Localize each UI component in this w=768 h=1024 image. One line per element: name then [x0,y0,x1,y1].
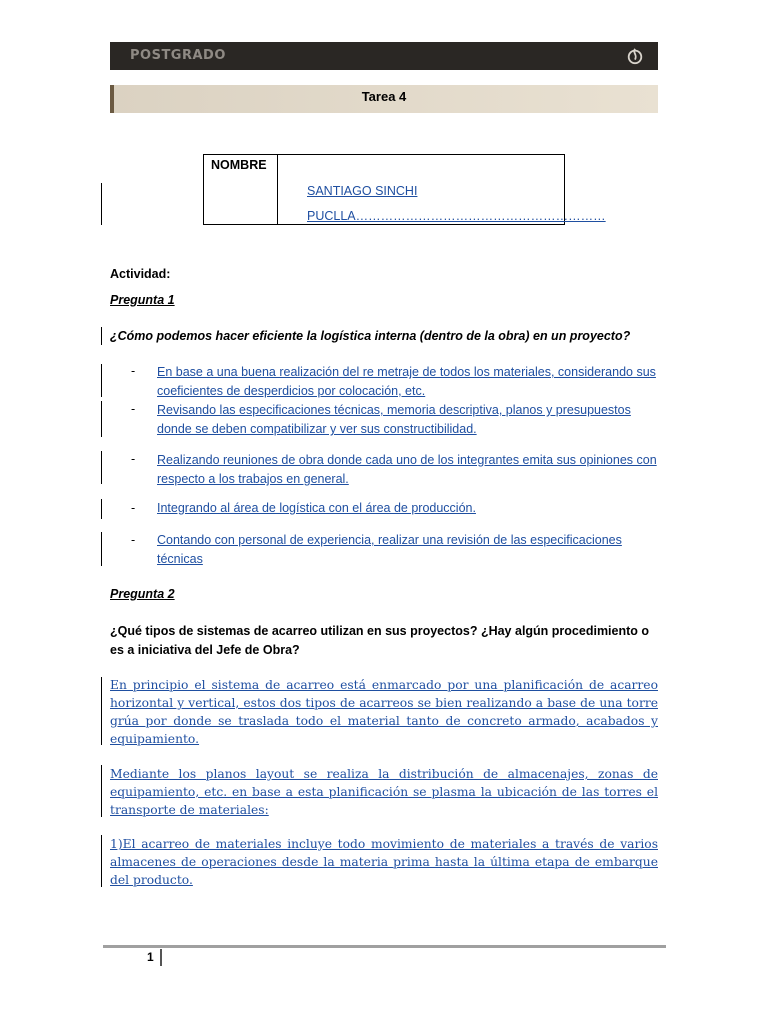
bullet: - [131,533,136,547]
question-2-text: ¿Qué tipos de sistemas de acarreo utilizan en sus proyectos? ¿Hay algún procedimiento o es a iniciativa del Jefe de Obra? [110,624,650,657]
bullet: - [131,364,136,378]
page-number: 1 [147,950,154,964]
revision-bar [101,835,102,887]
question-1-label: Pregunta 1 [110,293,175,307]
revision-bar [101,451,102,484]
revision-bar [101,183,102,225]
revision-bar [101,532,102,566]
answer-item: En base a una buena realización del re metraje de todos los materiales, considerando sus coeficientes de desperdicios por colocación, etc. [157,365,656,398]
bullet: - [131,452,136,466]
revision-bar [101,677,102,745]
banner-title: POSTGRADO [130,48,226,63]
answer-item: Integrando al área de logística con el área de producción. [157,501,476,515]
revision-bar [101,327,102,345]
name-value-line1: SANTIAGO SINCHI [307,184,418,198]
name-label: NOMBRE [211,158,267,172]
document-title: Tarea 4 [361,89,407,104]
revision-bar [101,765,102,817]
revision-bar [101,401,102,437]
answer-item: Realizando reuniones de obra donde cada uno de los integrantes emita sus opiniones con respecto a los trabajos en general. [157,453,657,486]
question-1-text: ¿Cómo podemos hacer eficiente la logística interna (dentro de la obra) en un proyecto? [110,329,631,343]
table-divider [277,155,278,224]
title-bar [110,85,658,113]
answer-item: Contando con personal de experiencia, realizar una revisión de las especificaciones técnicas [157,533,622,566]
footer-divider [103,945,666,948]
upc-logo-icon [626,47,644,65]
revision-bar [101,364,102,397]
answer-item: Revisando las especificaciones técnicas, memoria descriptiva, planos y presupuestos donde se deben compatibilizar y ver sus constructibilidad. [157,403,631,436]
activity-heading: Actividad: [110,267,171,281]
answer-paragraph: 1)El acarreo de materiales incluye todo movimiento de materiales a través de varios almacenes de operaciones desde la materia prima hasta la última etapa de embarque del producto. [110,837,658,887]
page-number-separator [160,949,162,966]
question-2-label: Pregunta 2 [110,587,175,601]
header-banner [110,42,658,70]
revision-bar [101,499,102,519]
answer-paragraph: Mediante los planos layout se realiza la distribución de almacenajes, zonas de equipamiento, etc. en base a esta planificación se plasma la ubicación de las torres el transporte de materiales: [110,767,658,817]
name-value-line2: PUCLLA…………………………………………………… [307,209,606,223]
name-table [203,154,606,225]
answer-paragraph: En principio el sistema de acarreo está enmarcado por una planificación de acarreo horizontal y vertical, estos dos tipos de acarreos se bien realizando a base de una torre grúa por donde se traslada todo el material tanto de concreto armado, acabados y equipamiento. [110,678,658,746]
bullet: - [131,402,136,416]
bullet: - [131,501,136,515]
